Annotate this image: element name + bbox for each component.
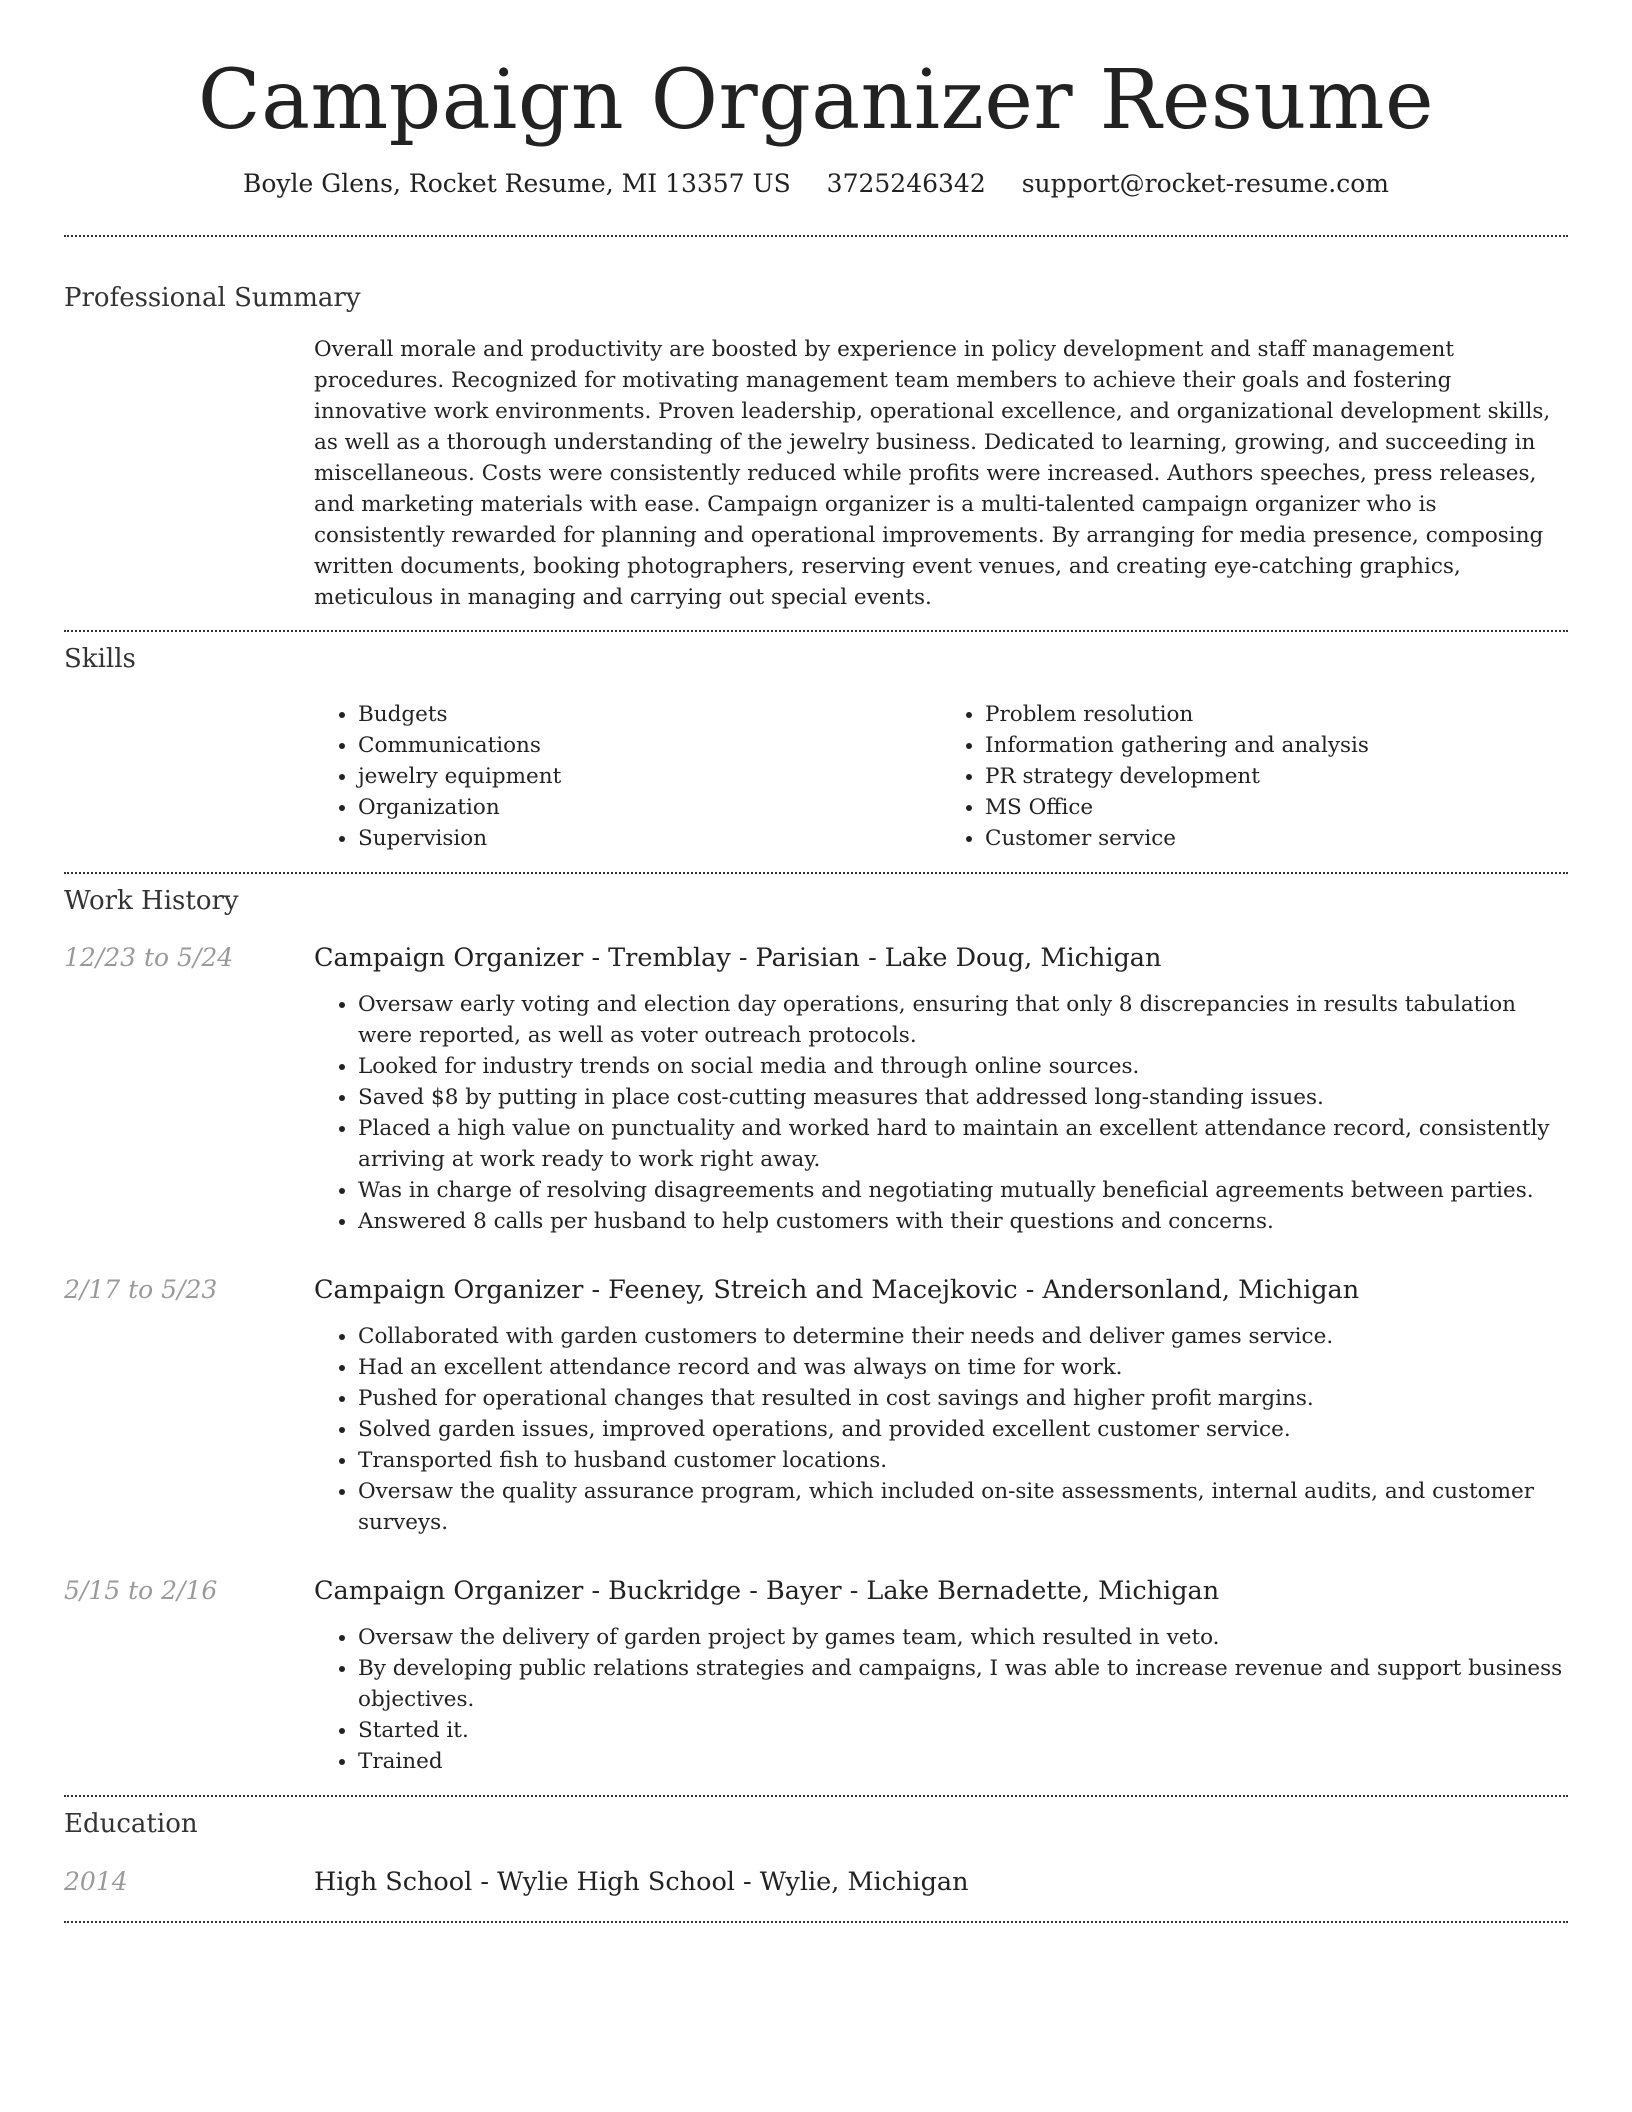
- job-bullet: • Trained: [358, 1746, 1568, 1777]
- job-bullet: • Looked for industry trends on social media and through online sources.: [358, 1051, 1568, 1082]
- contact-email: support@rocket-resume.com: [1021, 169, 1389, 199]
- job-date: 2/17 to 5/23: [64, 1275, 218, 1305]
- skill-item: • Information gathering and analysis: [985, 730, 1568, 761]
- job-entry: [64, 1574, 1568, 1777]
- job-bullet: • Oversaw early voting and election day operations, ensuring that only 8 discrepancies in results tabulation were reported, as well as voter outreach protocols.: [358, 989, 1568, 1051]
- section-title-education: Education: [64, 1809, 198, 1840]
- job-bullet: • Had an excellent attendance record and was always on time for work.: [358, 1352, 1568, 1383]
- job-entry: [64, 1273, 1568, 1538]
- contact-address: Boyle Glens, Rocket Resume, MI 13357 US: [243, 169, 791, 199]
- skills-section: [64, 632, 1568, 854]
- job-bullet: • Was in charge of resolving disagreements and negotiating mutually beneficial agreements between parties.: [358, 1175, 1568, 1206]
- summary-text: Overall morale and productivity are boosted by experience in policy development and staff management procedures. Recognized for motivating management team members to achieve their goals and fostering innovative work environments. Proven leadership, operational excellence, and organizational development skills, as well as a thorough understanding of the jewelry business. Dedicated to learning, growing, and succeeding in miscellaneous. Costs were consistently reduced while profits were increased. Authors speeches, press releases, and marketing materials with ease. Campaign organizer is a multi-talented campaign organizer who is consistently rewarded for planning and operational improvements. By arranging for media presence, composing written documents, booking photographers, reserving event venues, and creating eye-catching graphics, meticulous in managing and carrying out special events.: [314, 337, 1551, 611]
- section-title-summary: Professional Summary: [64, 282, 361, 313]
- contact-line: [64, 168, 1568, 201]
- education-entry: [64, 1865, 1568, 1899]
- skill-item: • MS Office: [985, 792, 1568, 823]
- job-bullet: • Transported fish to husband customer locations.: [358, 1445, 1568, 1476]
- job-date: 12/23 to 5/24: [64, 943, 234, 973]
- resume-title: Campaign Organizer Resume: [197, 53, 1435, 148]
- work-section: [64, 874, 1568, 1777]
- skills-list-left: [314, 699, 941, 854]
- skill-item: • Communications: [358, 730, 941, 761]
- skills-list-right: [941, 699, 1568, 854]
- job-bullet: • Collaborated with garden customers to determine their needs and deliver games service.: [358, 1321, 1568, 1352]
- education-title: High School - Wylie High School - Wylie, Michigan: [314, 1866, 969, 1897]
- section-title-skills: Skills: [64, 644, 136, 675]
- job-bullet: • By developing public relations strategies and campaigns, I was able to increase revenue and support business objectives.: [358, 1653, 1568, 1715]
- job-bullet: • Placed a high value on punctuality and worked hard to maintain an excellent attendance record, consistently arriving at work ready to work right away.: [358, 1113, 1568, 1175]
- skill-item: • PR strategy development: [985, 761, 1568, 792]
- job-bullet: • Saved $8 by putting in place cost-cutting measures that addressed long-standing issues.: [358, 1082, 1568, 1113]
- job-bullet: • Solved garden issues, improved operations, and provided excellent customer service.: [358, 1414, 1568, 1445]
- job-bullets: [314, 1321, 1568, 1538]
- job-entry: [64, 941, 1568, 1237]
- skill-item: • Budgets: [358, 699, 941, 730]
- summary-section: [64, 237, 1568, 613]
- job-title: Campaign Organizer - Buckridge - Bayer - Lake Bernadette, Michigan: [314, 1576, 1220, 1607]
- section-title-work: Work History: [64, 886, 239, 917]
- job-bullet: • Answered 8 calls per husband to help customers with their questions and concerns.: [358, 1206, 1568, 1237]
- job-bullet: • Oversaw the quality assurance program, which included on-site assessments, internal audits, and customer surveys.: [358, 1476, 1568, 1538]
- job-date: 5/15 to 2/16: [64, 1576, 218, 1606]
- job-bullet: • Oversaw the delivery of garden project by games team, which resulted in veto.: [358, 1622, 1568, 1653]
- job-bullet: • Started it.: [358, 1715, 1568, 1746]
- job-bullets: [314, 989, 1568, 1237]
- job-title: Campaign Organizer - Tremblay - Parisian - Lake Doug, Michigan: [314, 943, 1162, 974]
- skill-item: • Organization: [358, 792, 941, 823]
- job-title: Campaign Organizer - Feeney, Streich and Macejkovic - Andersonland, Michigan: [314, 1275, 1360, 1306]
- skill-item: • jewelry equipment: [358, 761, 941, 792]
- contact-phone: 3725246342: [826, 169, 986, 199]
- divider: [64, 1921, 1568, 1923]
- job-bullet: • Pushed for operational changes that resulted in cost savings and higher profit margins.: [358, 1383, 1568, 1414]
- job-bullets: [314, 1622, 1568, 1777]
- education-section: [64, 1797, 1568, 1898]
- skill-item: • Problem resolution: [985, 699, 1568, 730]
- skill-item: • Supervision: [358, 823, 941, 854]
- skill-item: • Customer service: [985, 823, 1568, 854]
- education-date: 2014: [64, 1866, 128, 1896]
